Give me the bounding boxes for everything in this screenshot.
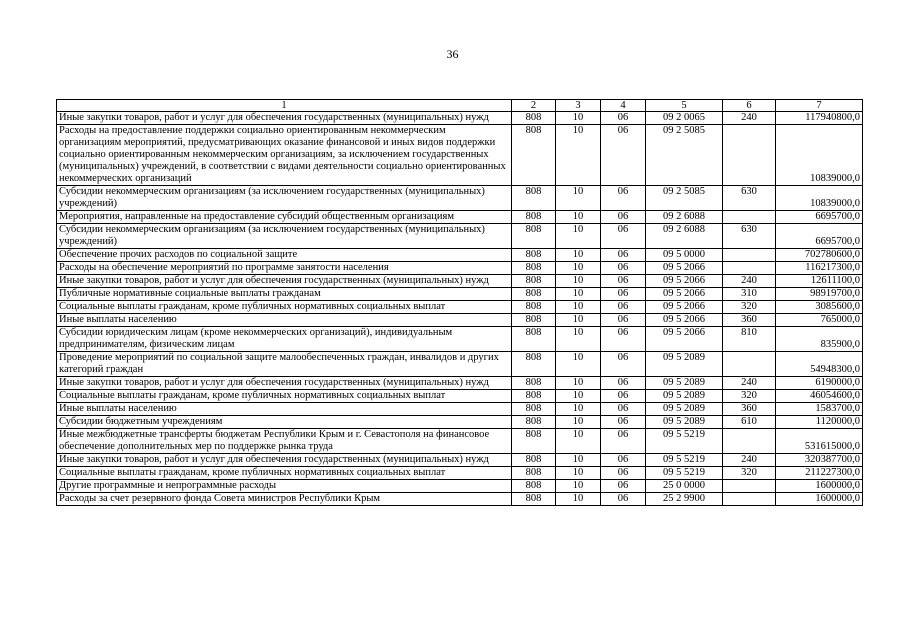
subsection-code-cell: 06 xyxy=(601,429,646,454)
amount-cell: 98919700,0 xyxy=(776,288,863,301)
item-name-cell: Расходы на предоставление поддержки социально ориентированным некоммерческим организациям мероприятий, предусматривающих оказание финансовой и иных видов поддержки социально ориентированным некоммерческим организациям, за исключением государственных (муниципальных) учреждений, в соответствии с видами деятельности социально ориентированных некоммерческих организаций xyxy=(57,125,512,186)
ministry-code-cell: 808 xyxy=(512,480,556,493)
target-item-code-cell: 09 5 2066 xyxy=(646,327,723,352)
amount-cell: 1583700,0 xyxy=(776,403,863,416)
item-name-cell: Иные закупки товаров, работ и услуг для обеспечения государственных (муниципальных) нужд xyxy=(57,377,512,390)
target-item-code-cell: 09 5 2089 xyxy=(646,416,723,429)
expense-type-code-cell xyxy=(723,249,776,262)
table-row xyxy=(57,125,863,186)
subsection-code-cell: 06 xyxy=(601,224,646,249)
ministry-code-cell: 808 xyxy=(512,352,556,377)
ministry-code-cell: 808 xyxy=(512,262,556,275)
table-row xyxy=(57,493,863,506)
item-name-cell: Проведение мероприятий по социальной защите малообеспеченных граждан, инвалидов и других категорий граждан xyxy=(57,352,512,377)
target-item-code-cell: 09 5 5219 xyxy=(646,429,723,454)
ministry-code-cell: 808 xyxy=(512,403,556,416)
target-item-code-cell: 09 2 6088 xyxy=(646,211,723,224)
section-code-cell: 10 xyxy=(556,390,601,403)
item-name-cell: Мероприятия, направленные на предоставление субсидий общественным организациям xyxy=(57,211,512,224)
amount-cell: 6190000,0 xyxy=(776,377,863,390)
subsection-code-cell: 06 xyxy=(601,327,646,352)
expense-type-code-cell: 240 xyxy=(723,275,776,288)
expense-type-code-cell: 240 xyxy=(723,377,776,390)
item-name-cell: Обеспечение прочих расходов по социальной защите xyxy=(57,249,512,262)
subsection-code-cell: 06 xyxy=(601,125,646,186)
expense-type-code-cell: 320 xyxy=(723,301,776,314)
table-row xyxy=(57,403,863,416)
subsection-code-cell: 06 xyxy=(601,454,646,467)
expense-type-code-cell: 810 xyxy=(723,327,776,352)
header-cell: 1 xyxy=(57,100,512,112)
section-code-cell: 10 xyxy=(556,403,601,416)
ministry-code-cell: 808 xyxy=(512,112,556,125)
section-code-cell: 10 xyxy=(556,454,601,467)
target-item-code-cell: 25 0 0000 xyxy=(646,480,723,493)
table-row xyxy=(57,467,863,480)
ministry-code-cell: 808 xyxy=(512,493,556,506)
table-row xyxy=(57,416,863,429)
ministry-code-cell: 808 xyxy=(512,390,556,403)
amount-cell: 3085600,0 xyxy=(776,301,863,314)
subsection-code-cell: 06 xyxy=(601,480,646,493)
table-row xyxy=(57,377,863,390)
table-row xyxy=(57,454,863,467)
ministry-code-cell: 808 xyxy=(512,211,556,224)
amount-cell: 6695700,0 xyxy=(776,224,863,249)
target-item-code-cell: 09 5 2066 xyxy=(646,275,723,288)
amount-cell: 10839000,0 xyxy=(776,125,863,186)
target-item-code-cell: 09 5 2066 xyxy=(646,301,723,314)
expense-type-code-cell: 320 xyxy=(723,467,776,480)
item-name-cell: Расходы на обеспечение мероприятий по программе занятости населения xyxy=(57,262,512,275)
ministry-code-cell: 808 xyxy=(512,314,556,327)
expense-type-code-cell xyxy=(723,480,776,493)
item-name-cell: Иные закупки товаров, работ и услуг для обеспечения государственных (муниципальных) нужд xyxy=(57,454,512,467)
section-code-cell: 10 xyxy=(556,377,601,390)
section-code-cell: 10 xyxy=(556,352,601,377)
amount-cell: 6695700,0 xyxy=(776,211,863,224)
ministry-code-cell: 808 xyxy=(512,377,556,390)
page-number: 36 xyxy=(446,47,459,61)
amount-cell: 12611100,0 xyxy=(776,275,863,288)
target-item-code-cell: 09 2 5085 xyxy=(646,125,723,186)
section-code-cell: 10 xyxy=(556,224,601,249)
item-name-cell: Другие программные и непрограммные расходы xyxy=(57,480,512,493)
amount-cell: 702780600,0 xyxy=(776,249,863,262)
expense-type-code-cell: 240 xyxy=(723,454,776,467)
subsection-code-cell: 06 xyxy=(601,403,646,416)
table-row xyxy=(57,390,863,403)
header-cell: 7 xyxy=(776,100,863,112)
header-cell: 6 xyxy=(723,100,776,112)
section-code-cell: 10 xyxy=(556,429,601,454)
section-code-cell: 10 xyxy=(556,416,601,429)
target-item-code-cell: 09 5 2089 xyxy=(646,352,723,377)
section-code-cell: 10 xyxy=(556,249,601,262)
expense-type-code-cell: 320 xyxy=(723,390,776,403)
expense-type-code-cell xyxy=(723,352,776,377)
table-row xyxy=(57,186,863,211)
amount-cell: 10839000,0 xyxy=(776,186,863,211)
section-code-cell: 10 xyxy=(556,327,601,352)
table-row xyxy=(57,352,863,377)
table-row xyxy=(57,275,863,288)
expense-type-code-cell: 630 xyxy=(723,186,776,211)
table-row xyxy=(57,288,863,301)
expense-type-code-cell xyxy=(723,429,776,454)
expense-type-code-cell: 610 xyxy=(723,416,776,429)
header-cell: 3 xyxy=(556,100,601,112)
item-name-cell: Иные межбюджетные трансферты бюджетам Республики Крым и г. Севастополя на финансовое обеспечение дополнительных мер по поддержке рынка труда xyxy=(57,429,512,454)
subsection-code-cell: 06 xyxy=(601,467,646,480)
amount-cell: 1600000,0 xyxy=(776,480,863,493)
item-name-cell: Иные закупки товаров, работ и услуг для обеспечения государственных (муниципальных) нужд xyxy=(57,112,512,125)
budget-table-body xyxy=(57,100,863,506)
expense-type-code-cell: 310 xyxy=(723,288,776,301)
amount-cell: 1120000,0 xyxy=(776,416,863,429)
item-name-cell: Иные выплаты населению xyxy=(57,403,512,416)
target-item-code-cell: 09 5 2089 xyxy=(646,377,723,390)
target-item-code-cell: 25 2 9900 xyxy=(646,493,723,506)
table-row xyxy=(57,429,863,454)
subsection-code-cell: 06 xyxy=(601,288,646,301)
expense-type-code-cell xyxy=(723,125,776,186)
amount-cell: 531615000,0 xyxy=(776,429,863,454)
target-item-code-cell: 09 2 5085 xyxy=(646,186,723,211)
subsection-code-cell: 06 xyxy=(601,352,646,377)
ministry-code-cell: 808 xyxy=(512,454,556,467)
expense-type-code-cell xyxy=(723,262,776,275)
item-name-cell: Иные выплаты населению xyxy=(57,314,512,327)
section-code-cell: 10 xyxy=(556,493,601,506)
table-row xyxy=(57,314,863,327)
header-cell: 2 xyxy=(512,100,556,112)
table-row xyxy=(57,224,863,249)
amount-cell: 54948300,0 xyxy=(776,352,863,377)
ministry-code-cell: 808 xyxy=(512,429,556,454)
section-code-cell: 10 xyxy=(556,186,601,211)
subsection-code-cell: 06 xyxy=(601,262,646,275)
ministry-code-cell: 808 xyxy=(512,224,556,249)
ministry-code-cell: 808 xyxy=(512,301,556,314)
header-cell: 4 xyxy=(601,100,646,112)
target-item-code-cell: 09 5 2066 xyxy=(646,314,723,327)
ministry-code-cell: 808 xyxy=(512,249,556,262)
subsection-code-cell: 06 xyxy=(601,112,646,125)
table-row xyxy=(57,262,863,275)
item-name-cell: Субсидии некоммерческим организациям (за исключением государственных (муниципальных) учреждений) xyxy=(57,224,512,249)
subsection-code-cell: 06 xyxy=(601,493,646,506)
amount-cell: 835900,0 xyxy=(776,327,863,352)
ministry-code-cell: 808 xyxy=(512,186,556,211)
table-row xyxy=(57,112,863,125)
section-code-cell: 10 xyxy=(556,314,601,327)
subsection-code-cell: 06 xyxy=(601,314,646,327)
target-item-code-cell: 09 5 5219 xyxy=(646,467,723,480)
section-code-cell: 10 xyxy=(556,467,601,480)
item-name-cell: Субсидии некоммерческим организациям (за исключением государственных (муниципальных) учреждений) xyxy=(57,186,512,211)
expense-type-code-cell xyxy=(723,211,776,224)
target-item-code-cell: 09 5 0000 xyxy=(646,249,723,262)
target-item-code-cell: 09 5 2066 xyxy=(646,288,723,301)
ministry-code-cell: 808 xyxy=(512,467,556,480)
target-item-code-cell: 09 2 0065 xyxy=(646,112,723,125)
expense-type-code-cell: 240 xyxy=(723,112,776,125)
subsection-code-cell: 06 xyxy=(601,377,646,390)
target-item-code-cell: 09 5 2066 xyxy=(646,262,723,275)
subsection-code-cell: 06 xyxy=(601,390,646,403)
budget-table xyxy=(56,99,863,506)
section-code-cell: 10 xyxy=(556,275,601,288)
table-row xyxy=(57,480,863,493)
table-row xyxy=(57,211,863,224)
target-item-code-cell: 09 5 2089 xyxy=(646,403,723,416)
amount-cell: 211227300,0 xyxy=(776,467,863,480)
subsection-code-cell: 06 xyxy=(601,416,646,429)
item-name-cell: Расходы за счет резервного фонда Совета министров Республики Крым xyxy=(57,493,512,506)
item-name-cell: Иные закупки товаров, работ и услуг для обеспечения государственных (муниципальных) нужд xyxy=(57,275,512,288)
ministry-code-cell: 808 xyxy=(512,275,556,288)
section-code-cell: 10 xyxy=(556,301,601,314)
section-code-cell: 10 xyxy=(556,211,601,224)
subsection-code-cell: 06 xyxy=(601,211,646,224)
header-row xyxy=(57,100,863,112)
table-row xyxy=(57,327,863,352)
expense-type-code-cell: 360 xyxy=(723,314,776,327)
section-code-cell: 10 xyxy=(556,125,601,186)
amount-cell: 46054600,0 xyxy=(776,390,863,403)
item-name-cell: Социальные выплаты гражданам, кроме публичных нормативных социальных выплат xyxy=(57,390,512,403)
amount-cell: 765000,0 xyxy=(776,314,863,327)
amount-cell: 320387700,0 xyxy=(776,454,863,467)
section-code-cell: 10 xyxy=(556,112,601,125)
amount-cell: 1600000,0 xyxy=(776,493,863,506)
ministry-code-cell: 808 xyxy=(512,416,556,429)
item-name-cell: Субсидии юридическим лицам (кроме некоммерческих организаций), индивидуальным предпринимателям, физическим лицам xyxy=(57,327,512,352)
subsection-code-cell: 06 xyxy=(601,275,646,288)
target-item-code-cell: 09 5 2089 xyxy=(646,390,723,403)
item-name-cell: Социальные выплаты гражданам, кроме публичных нормативных социальных выплат xyxy=(57,467,512,480)
subsection-code-cell: 06 xyxy=(601,249,646,262)
section-code-cell: 10 xyxy=(556,480,601,493)
target-item-code-cell: 09 2 6088 xyxy=(646,224,723,249)
item-name-cell: Субсидии бюджетным учреждениям xyxy=(57,416,512,429)
subsection-code-cell: 06 xyxy=(601,186,646,211)
amount-cell: 116217300,0 xyxy=(776,262,863,275)
table-row xyxy=(57,301,863,314)
subsection-code-cell: 06 xyxy=(601,301,646,314)
item-name-cell: Социальные выплаты гражданам, кроме публичных нормативных социальных выплат xyxy=(57,301,512,314)
item-name-cell: Публичные нормативные социальные выплаты гражданам xyxy=(57,288,512,301)
section-code-cell: 10 xyxy=(556,288,601,301)
ministry-code-cell: 808 xyxy=(512,288,556,301)
ministry-code-cell: 808 xyxy=(512,327,556,352)
section-code-cell: 10 xyxy=(556,262,601,275)
target-item-code-cell: 09 5 5219 xyxy=(646,454,723,467)
expense-type-code-cell xyxy=(723,493,776,506)
table-row xyxy=(57,249,863,262)
expense-type-code-cell: 630 xyxy=(723,224,776,249)
header-cell: 5 xyxy=(646,100,723,112)
ministry-code-cell: 808 xyxy=(512,125,556,186)
amount-cell: 117940800,0 xyxy=(776,112,863,125)
expense-type-code-cell: 360 xyxy=(723,403,776,416)
